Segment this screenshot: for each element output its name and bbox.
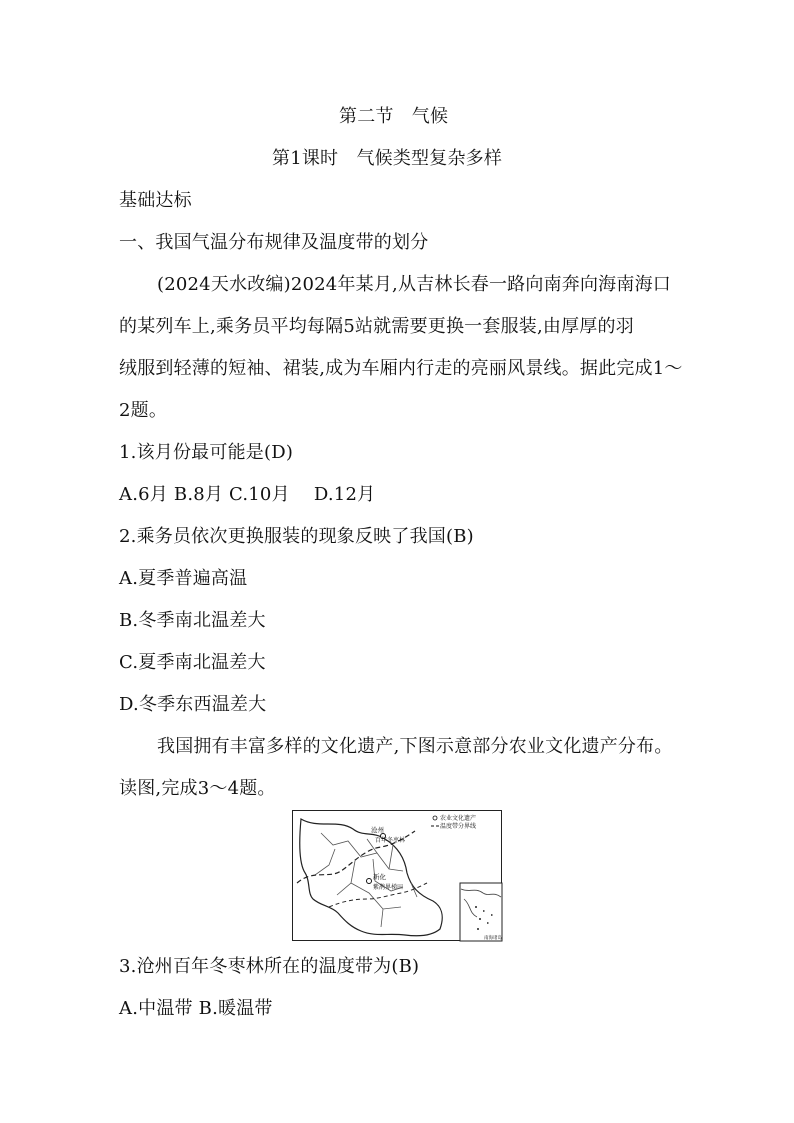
page-subtitle: 第1课时 气候类型复杂多样 (272, 148, 503, 169)
legend-heritage-label: 农业文化遗产 (440, 815, 477, 822)
legend-heritage-icon (433, 816, 437, 820)
question-3-options: A.中温带 B.暖温带 (119, 998, 273, 1019)
inset-label: 南海诸岛 (484, 936, 502, 941)
passage-1-line-2: 的某列车上,乘务员平均每隔5站就需要更换一套服装,由厚厚的羽 (119, 316, 634, 337)
legend-boundary-label: 温度带分界线 (440, 823, 477, 830)
heritage-marker-xinhua (367, 879, 372, 884)
heritage-map (292, 810, 502, 941)
question-2-stem: 2.乘务员依次更换服装的现象反映了我国(B) (119, 526, 474, 547)
label-xinhua: 新化 (373, 873, 386, 881)
question-1-stem: 1.该月份最可能是(D) (119, 442, 294, 463)
passage-2-line-2: 读图,完成3～4题。 (119, 778, 276, 799)
passage-2-line-1: 我国拥有丰富多样的文化遗产,下图示意部分农业文化遗产分布。 (157, 736, 673, 757)
question-2-option-a: A.夏季普遍高温 (119, 568, 248, 589)
question-2-option-c: C.夏季南北温差大 (119, 652, 266, 673)
question-1-options: A.6月 B.8月 C.10月 D.12月 (119, 484, 376, 505)
province-boundaries (315, 833, 417, 927)
section-label: 基础达标 (119, 190, 192, 211)
section-heading: 一、我国气温分布规律及温度带的划分 (119, 232, 429, 253)
label-terraced-fields: 紫鹊界梯田 (373, 884, 404, 891)
passage-1-line-4: 2题。 (119, 400, 168, 421)
label-jujube-grove: 百年冬枣林 (375, 837, 406, 844)
label-cangzhou: 沧州 (371, 826, 384, 834)
passage-1-line-3: 绒服到轻薄的短袖、裙装,成为车厢内行走的亮丽风景线。据此完成1～ (119, 358, 683, 379)
question-3-stem: 3.沧州百年冬枣林所在的温度带为(B) (119, 956, 420, 977)
passage-1-line-1: (2024天水改编)2024年某月,从吉林长春一路向南奔向海南海口 (157, 274, 671, 295)
page-title: 第二节 气候 (339, 106, 449, 127)
question-2-option-b: B.冬季南北温差大 (119, 610, 266, 631)
map-coastline (300, 819, 442, 936)
question-2-option-d: D.冬季东西温差大 (119, 694, 267, 715)
